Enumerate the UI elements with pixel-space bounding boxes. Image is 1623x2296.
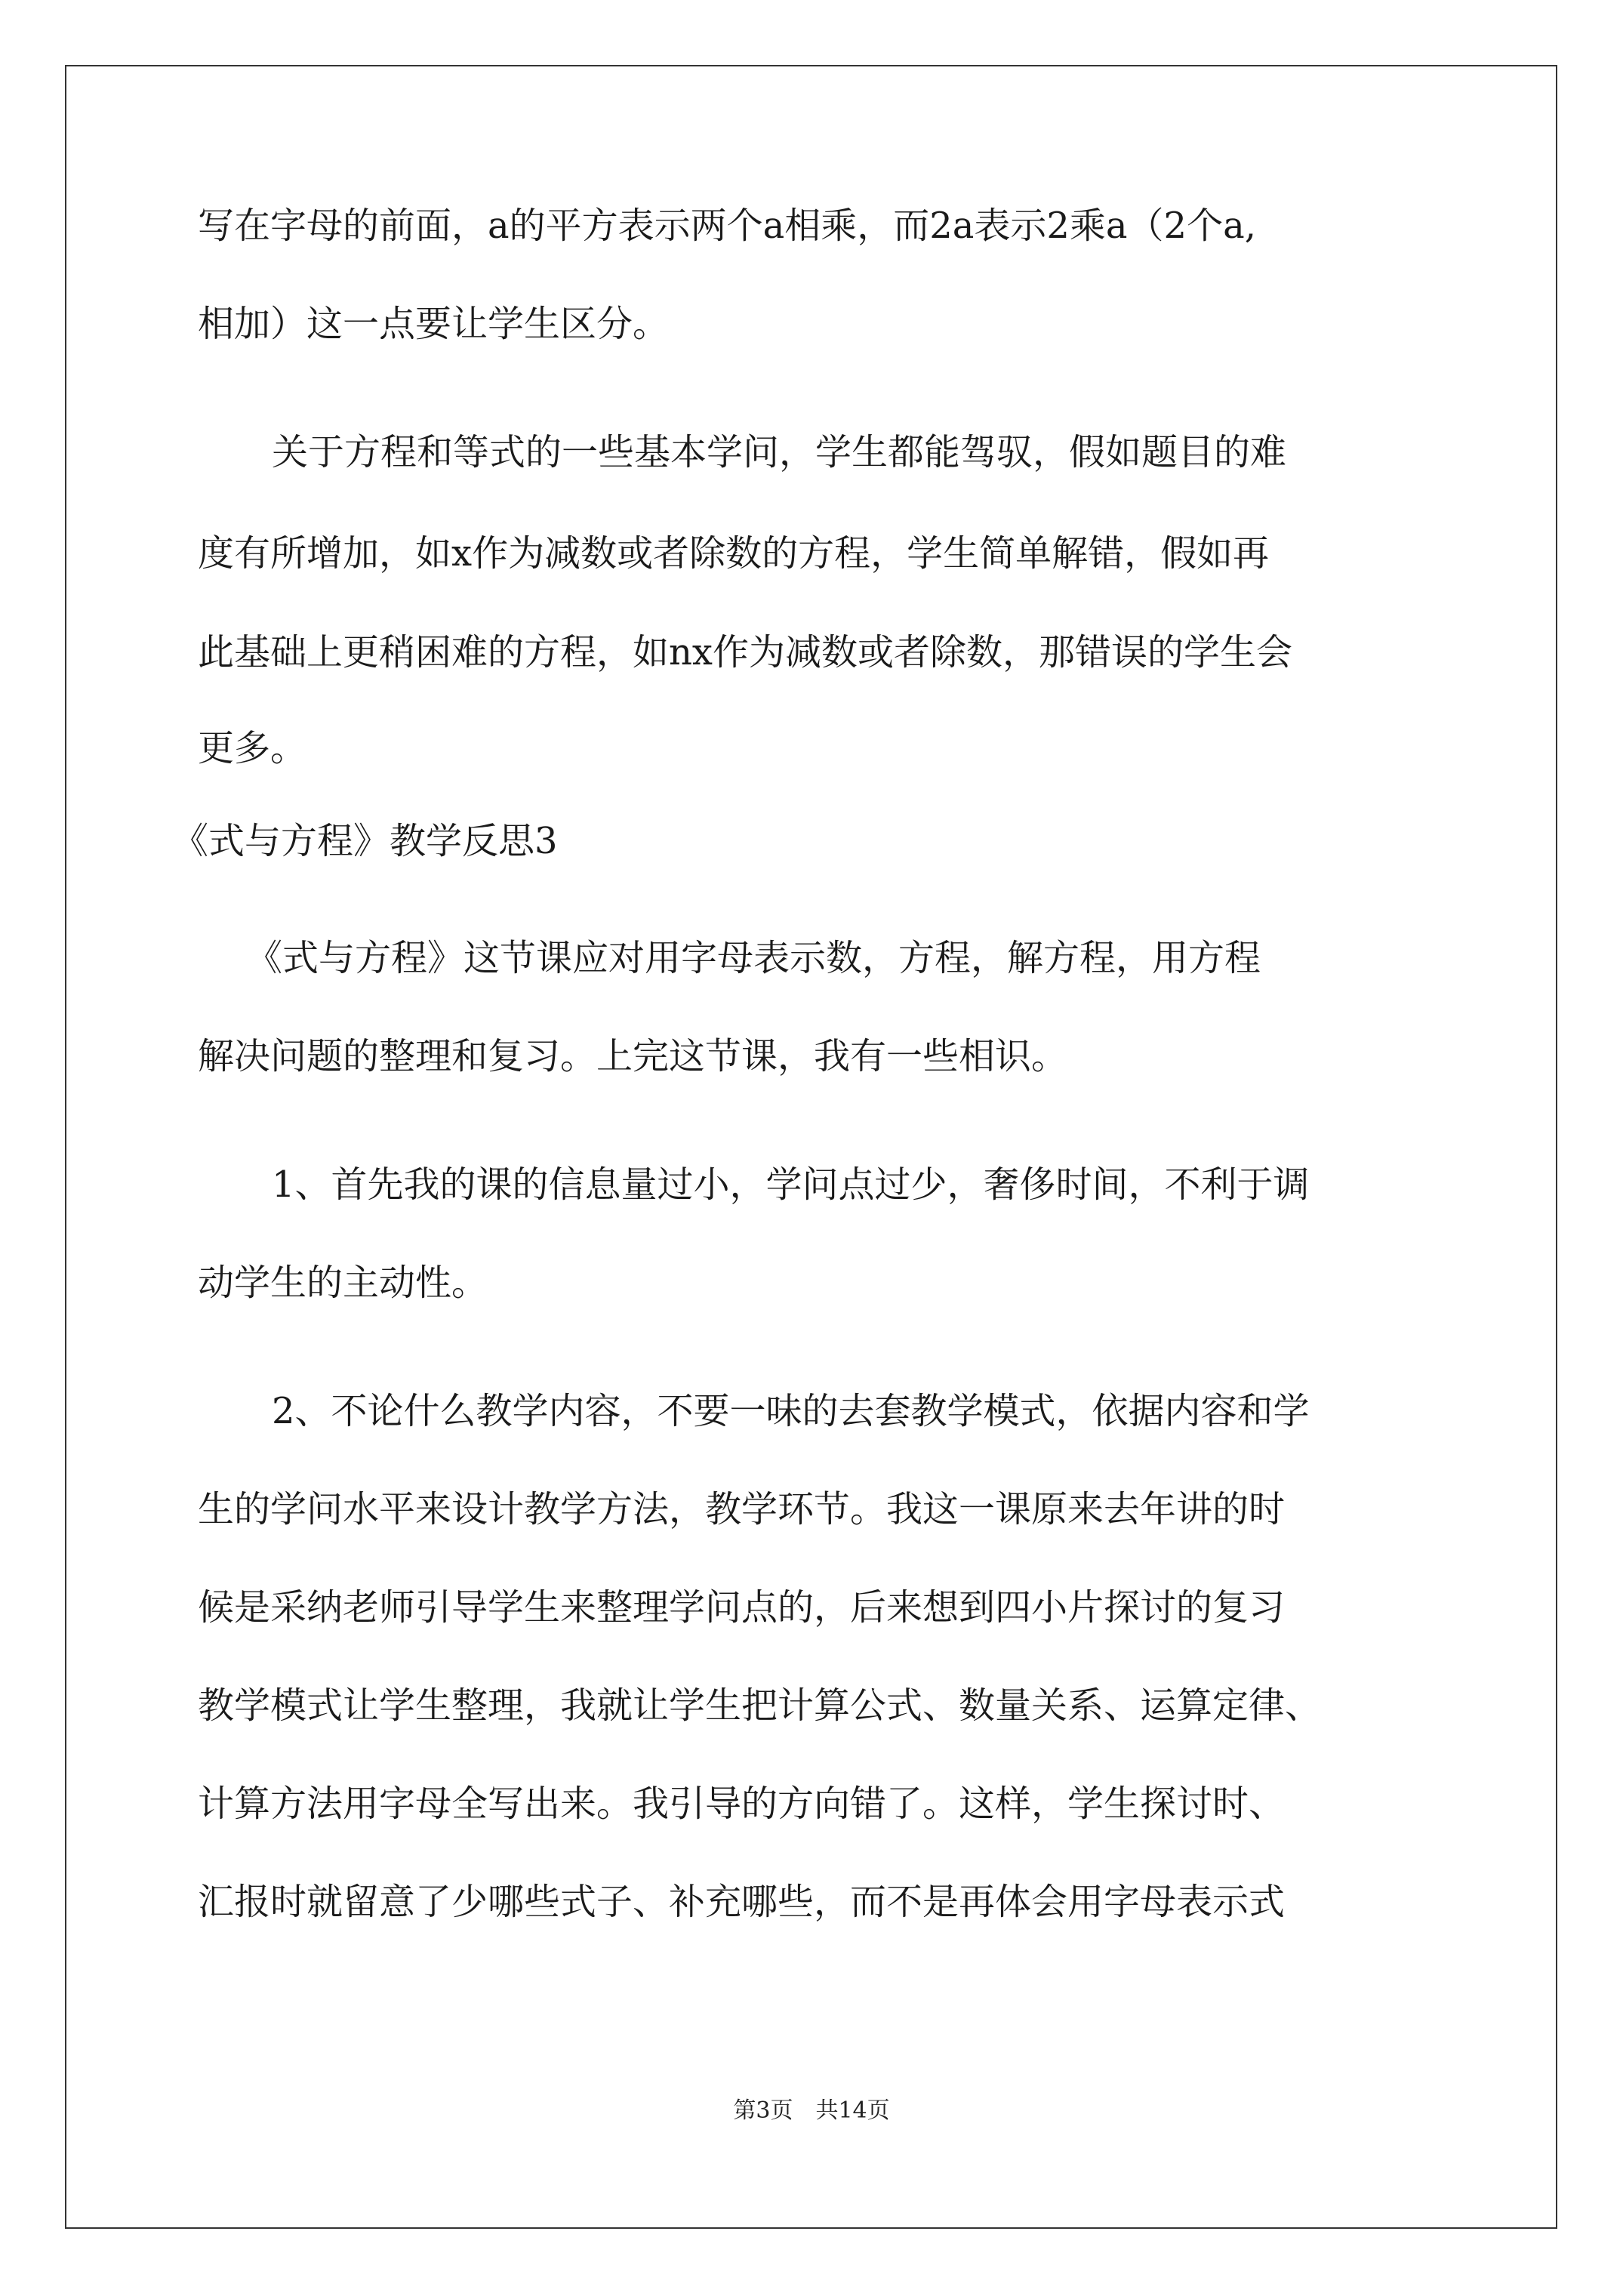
text-line: 候是采纳老师引导学生来整理学问点的，后来想到四小片探讨的复习 <box>198 1586 1286 1629</box>
text-line: 动学生的主动性。 <box>198 1262 488 1304</box>
text-line: 解决问题的整理和复习。上完这节课，我有一些相识。 <box>198 1035 1068 1077</box>
text-line: 汇报时就留意了少哪些式子、补充哪些，而不是再体会用字母表示式 <box>198 1881 1286 1923</box>
text-line: 此基础上更稍困难的方程，如nx作为减数或者除数，那错误的学生会 <box>198 631 1292 673</box>
text-line: 写在字母的前面，a的平方表示两个a相乘，而2a表示2乘a（2个a, <box>198 205 1256 247</box>
text-line: 计算方法用字母全写出来。我引导的方向错了。这样，学生探讨时、 <box>198 1783 1286 1825</box>
text-line: 更多。 <box>198 727 307 769</box>
section-heading: 《式与方程》教学反思3 <box>172 820 558 862</box>
text-line: 1、首先我的课的信息量过小，学问点过少，奢侈时间，不利于调 <box>272 1163 1310 1206</box>
text-line: 关于方程和等式的一些基本学问，学生都能驾驭，假如题目的难 <box>272 431 1287 473</box>
text-line: 教学模式让学生整理，我就让学生把计算公式、数量关系、运算定律、 <box>198 1684 1322 1727</box>
text-line: 2、不论什么教学内容，不要一味的去套教学模式，依据内容和学 <box>272 1390 1310 1432</box>
text-line: 相加）这一点要让学生区分。 <box>198 303 670 345</box>
page-number-footer: 第3页 共14页 <box>733 2097 890 2124</box>
text-line: 生的学问水平来设计教学方法，教学环节。我这一课原来去年讲的时 <box>198 1488 1286 1530</box>
text-line: 《式与方程》这节课应对用字母表示数，方程，解方程，用方程 <box>246 937 1261 979</box>
text-line: 度有所增加，如x作为减数或者除数的方程，学生简单解错，假如再 <box>198 532 1270 575</box>
